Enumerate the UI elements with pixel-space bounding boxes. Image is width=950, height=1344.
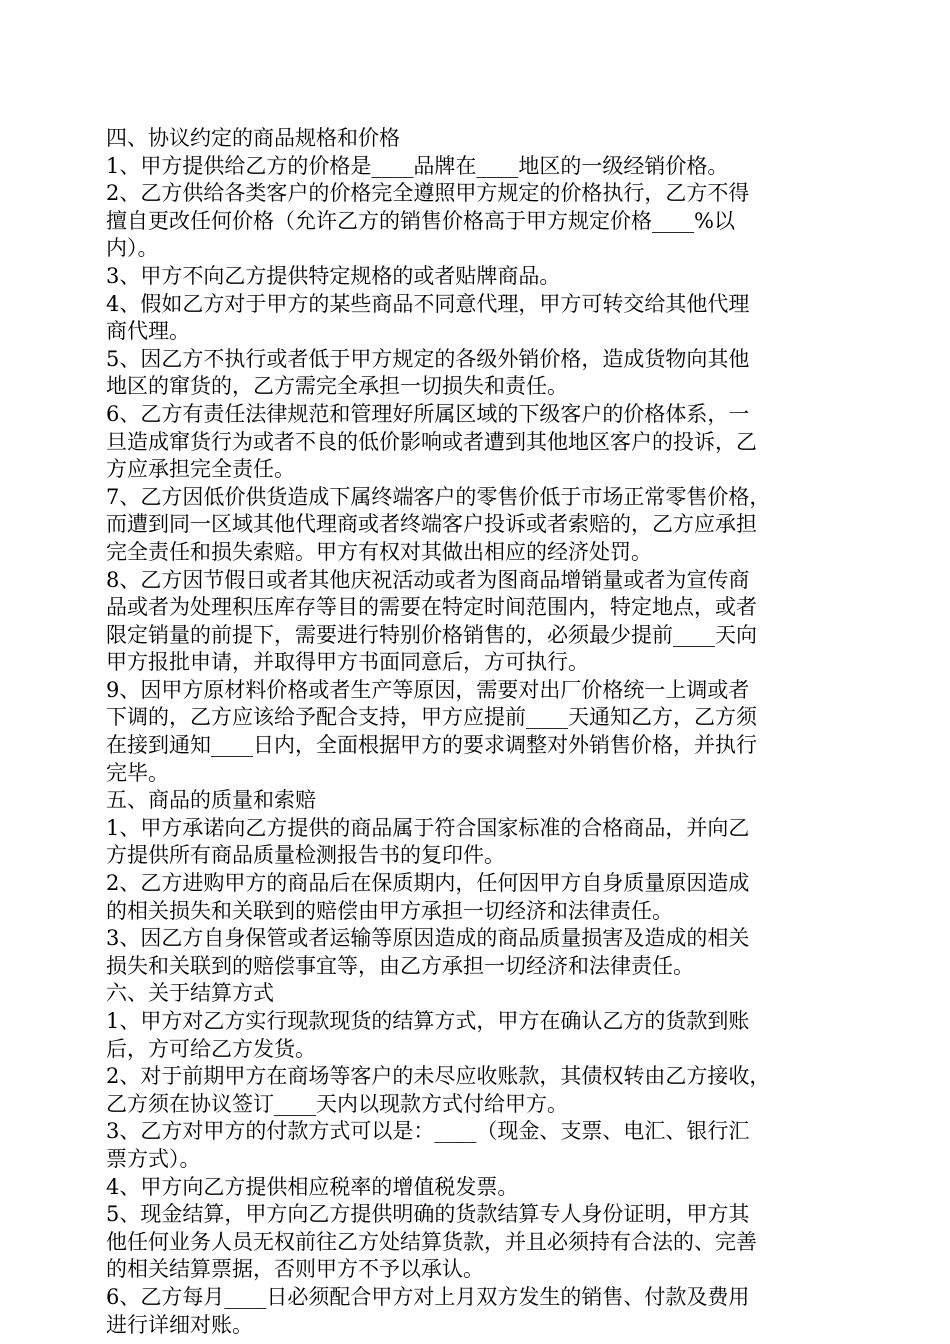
text-line: 完毕。 bbox=[106, 760, 169, 785]
text-line: 进行详细对账。 bbox=[106, 1312, 253, 1337]
text-line: 在接到通知____日内，全面根据甲方的要求调整对外销售价格，并执行 bbox=[106, 733, 757, 758]
text-line: 4、甲方向乙方提供相应税率的增值税发票。 bbox=[106, 1174, 519, 1199]
text-line: 旦造成窜货行为或者不良的低价影响或者遭到其他地区客户的投诉，乙 bbox=[106, 429, 757, 454]
text-line: 内）。 bbox=[106, 236, 159, 261]
text-line: 下调的，乙方应该给予配合支持，甲方应提前____天通知乙方，乙方须 bbox=[106, 705, 757, 730]
text-line: 乙方须在协议签订____天内以现款方式付给甲方。 bbox=[106, 1091, 568, 1116]
text-line: 7、乙方因低价供货造成下属终端客户的零售价低于市场正常零售价格， bbox=[106, 484, 771, 509]
text-line: 6、乙方每月____日必须配合甲方对上月双方发生的销售、付款及费用 bbox=[106, 1284, 750, 1309]
text-line: 五、商品的质量和索赔 bbox=[106, 788, 316, 813]
text-line: 后，方可给乙方发货。 bbox=[106, 1036, 316, 1061]
text-line: 损失和关联到的赔偿事宜等，由乙方承担一切经济和法律责任。 bbox=[106, 953, 694, 978]
text-line: 3、因乙方自身保管或者运输等原因造成的商品质量损害及造成的相关 bbox=[106, 926, 750, 951]
text-line: 3、甲方不向乙方提供特定规格的或者贴牌商品。 bbox=[106, 263, 561, 288]
text-line: 2、乙方进购甲方的商品后在保质期内，任何因甲方自身质量原因造成 bbox=[106, 871, 750, 896]
text-line: 6、乙方有责任法律规范和管理好所属区域的下级客户的价格体系，一 bbox=[106, 401, 750, 426]
text-line: 四、协议约定的商品规格和价格 bbox=[106, 126, 400, 150]
text-line: 9、因甲方原材料价格或者生产等原因，需要对出厂价格统一上调或者 bbox=[106, 677, 750, 702]
text-line: 票方式）。 bbox=[106, 1146, 201, 1171]
text-line: 六、关于结算方式 bbox=[106, 981, 274, 1006]
text-line: 品或者为处理积压库存等目的需要在特定时间范围内，特定地点，或者 bbox=[106, 595, 757, 620]
text-line: 甲方报批申请，并取得甲方书面同意后，方可执行。 bbox=[106, 650, 589, 675]
text-line: 而遭到同一区域其他代理商或者终端客户投诉或者索赔的，乙方应承担 bbox=[106, 512, 757, 537]
text-line: 4、假如乙方对于甲方的某些商品不同意代理，甲方可转交给其他代理 bbox=[106, 291, 750, 316]
text-line: 完全责任和损失索赔。甲方有权对其做出相应的经济处罚。 bbox=[106, 539, 652, 564]
text-line: 3、乙方对甲方的付款方式可以是：____（现金、支票、电汇、银行汇 bbox=[106, 1119, 750, 1144]
text-line: 限定销量的前提下，需要进行特别价格销售的，必须最少提前____天向 bbox=[106, 622, 757, 647]
text-line: 地区的窜货的，乙方需完全承担一切损失和责任。 bbox=[106, 374, 568, 399]
text-line: 5、现金结算，甲方向乙方提供明确的货款结算专人身份证明，甲方其 bbox=[106, 1202, 750, 1227]
text-line: 2、乙方供给各类客户的价格完全遵照甲方规定的价格执行，乙方不得 bbox=[106, 181, 750, 206]
text-line: 的相关结算票据，否则甲方不予以承认。 bbox=[106, 1257, 484, 1282]
text-line: 8、乙方因节假日或者其他庆祝活动或者为图商品增销量或者为宣传商 bbox=[106, 567, 750, 592]
text-line: 1、甲方承诺向乙方提供的商品属于符合国家标准的合格商品，并向乙 bbox=[106, 815, 750, 840]
text-line: 1、甲方对乙方实行现款现货的结算方式，甲方在确认乙方的货款到账 bbox=[106, 1009, 750, 1033]
text-line: 方提供所有商品质量检测报告书的复印件。 bbox=[106, 843, 505, 868]
text-line: 1、甲方提供给乙方的价格是____品牌在____地区的一级经销价格。 bbox=[106, 153, 729, 178]
text-line: 2、对于前期甲方在商场等客户的未尽应收账款，其债权转由乙方接收， bbox=[106, 1064, 771, 1089]
text-line: 5、因乙方不执行或者低于甲方规定的各级外销价格，造成货物向其他 bbox=[106, 346, 750, 371]
text-line: 商代理。 bbox=[106, 319, 190, 344]
text-line: 的相关损失和关联到的赔偿由甲方承担一切经济和法律责任。 bbox=[106, 898, 673, 923]
text-line: 擅自更改任何价格（允许乙方的销售价格高于甲方规定价格____%以 bbox=[106, 208, 735, 233]
document-body bbox=[106, 125, 852, 1339]
text-line: 方应承担完全责任。 bbox=[106, 457, 295, 482]
text-line: 他任何业务人员无权前往乙方处结算货款，并且必须持有合法的、完善 bbox=[106, 1229, 757, 1254]
